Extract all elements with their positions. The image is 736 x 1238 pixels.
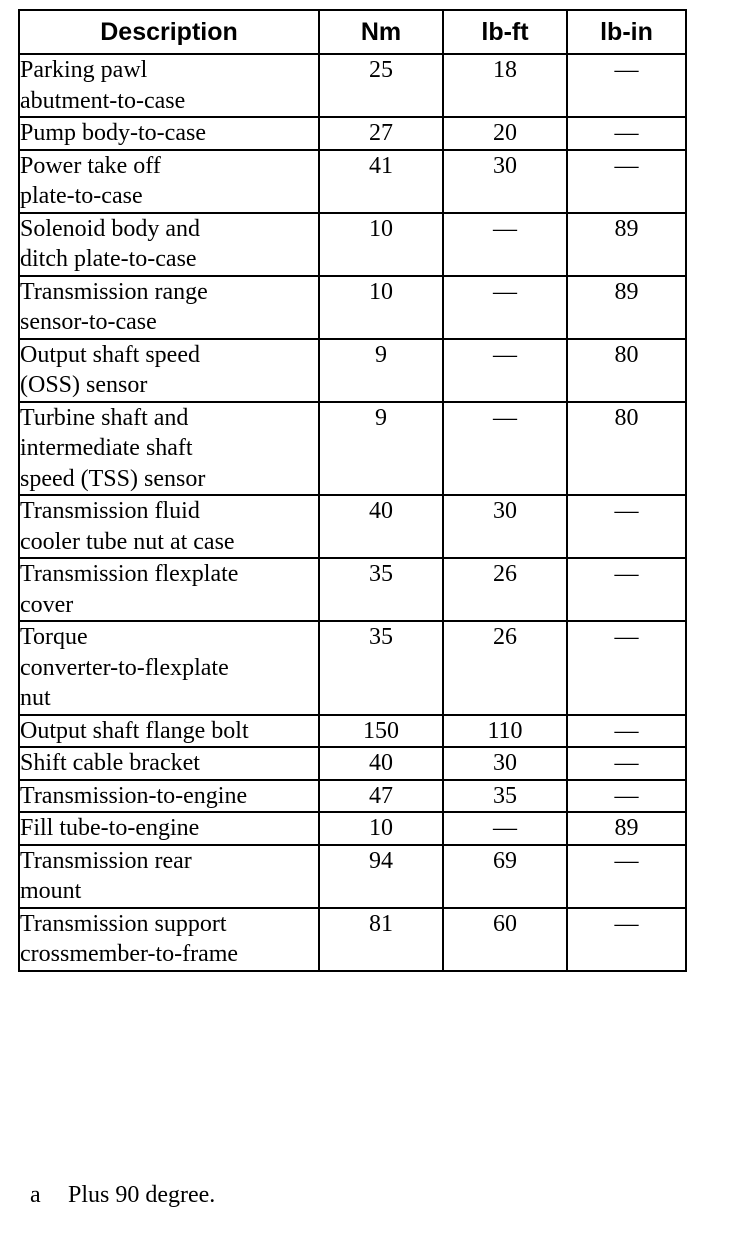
table-row <box>19 747 686 780</box>
cell-description: Solenoid body and ditch plate-to-case <box>19 213 319 276</box>
cell-nm: 94 <box>319 845 443 908</box>
cell-nm: 25 <box>319 54 443 117</box>
cell-description: Fill tube-to-engine <box>19 812 319 845</box>
cell-lb-ft: 30 <box>443 747 567 780</box>
cell-lb-ft: 60 <box>443 908 567 971</box>
header-lb-ft: lb-ft <box>443 10 567 54</box>
cell-description: Transmission rear mount <box>19 845 319 908</box>
cell-nm: 41 <box>319 150 443 213</box>
table-row <box>19 117 686 150</box>
cell-nm: 40 <box>319 747 443 780</box>
cell-lb-in: — <box>567 780 686 813</box>
cell-description: Transmission-to-engine <box>19 780 319 813</box>
cell-lb-in: — <box>567 621 686 715</box>
cell-lb-in: — <box>567 150 686 213</box>
table-row <box>19 780 686 813</box>
cell-nm: 10 <box>319 213 443 276</box>
cell-lb-in: 80 <box>567 402 686 496</box>
table-row <box>19 812 686 845</box>
cell-description: Torque converter-to-flexplate nut <box>19 621 319 715</box>
cell-description: Shift cable bracket <box>19 747 319 780</box>
cell-lb-in: — <box>567 558 686 621</box>
cell-description: Power take off plate-to-case <box>19 150 319 213</box>
cell-lb-ft: 20 <box>443 117 567 150</box>
cell-lb-in: 89 <box>567 276 686 339</box>
table-row <box>19 845 686 908</box>
cell-lb-ft: — <box>443 402 567 496</box>
table-row <box>19 150 686 213</box>
cell-nm: 35 <box>319 621 443 715</box>
table-row <box>19 558 686 621</box>
cell-lb-in: — <box>567 747 686 780</box>
torque-spec-table <box>18 9 687 972</box>
cell-nm: 10 <box>319 812 443 845</box>
cell-lb-ft: 26 <box>443 621 567 715</box>
cell-description: Output shaft speed (OSS) sensor <box>19 339 319 402</box>
header-description: Description <box>19 10 319 54</box>
table-row <box>19 402 686 496</box>
table-header-row <box>19 10 686 54</box>
cell-lb-ft: 30 <box>443 495 567 558</box>
cell-lb-in: 80 <box>567 339 686 402</box>
cell-lb-ft: 26 <box>443 558 567 621</box>
cell-nm: 47 <box>319 780 443 813</box>
cell-description: Parking pawl abutment-to-case <box>19 54 319 117</box>
cell-lb-in: 89 <box>567 812 686 845</box>
cell-lb-in: — <box>567 845 686 908</box>
table-row <box>19 715 686 748</box>
cell-description: Transmission flexplate cover <box>19 558 319 621</box>
cell-description: Transmission range sensor-to-case <box>19 276 319 339</box>
cell-nm: 9 <box>319 339 443 402</box>
header-lb-in: lb-in <box>567 10 686 54</box>
table-row <box>19 213 686 276</box>
cell-description: Turbine shaft and intermediate shaft speed (TSS) sensor <box>19 402 319 496</box>
table-row <box>19 276 686 339</box>
cell-description: Transmission fluid cooler tube nut at case <box>19 495 319 558</box>
cell-lb-ft: 30 <box>443 150 567 213</box>
footnote-text: Plus 90 degree. <box>68 1182 216 1208</box>
table-row <box>19 339 686 402</box>
cell-lb-ft: — <box>443 812 567 845</box>
cell-description: Transmission support crossmember-to-frame <box>19 908 319 971</box>
cell-lb-ft: 110 <box>443 715 567 748</box>
cell-lb-in: 89 <box>567 213 686 276</box>
cell-lb-in: — <box>567 495 686 558</box>
cell-description: Pump body-to-case <box>19 117 319 150</box>
cell-lb-ft: 18 <box>443 54 567 117</box>
table-row <box>19 908 686 971</box>
cell-lb-in: — <box>567 908 686 971</box>
cell-nm: 40 <box>319 495 443 558</box>
table-row <box>19 54 686 117</box>
cell-lb-ft: — <box>443 339 567 402</box>
cell-lb-ft: — <box>443 276 567 339</box>
footnote <box>30 1182 215 1209</box>
cell-nm: 10 <box>319 276 443 339</box>
cell-nm: 9 <box>319 402 443 496</box>
cell-lb-ft: — <box>443 213 567 276</box>
cell-lb-in: — <box>567 54 686 117</box>
cell-nm: 35 <box>319 558 443 621</box>
cell-description: Output shaft flange bolt <box>19 715 319 748</box>
cell-lb-ft: 35 <box>443 780 567 813</box>
cell-nm: 81 <box>319 908 443 971</box>
table-row <box>19 621 686 715</box>
header-nm: Nm <box>319 10 443 54</box>
cell-lb-ft: 69 <box>443 845 567 908</box>
cell-lb-in: — <box>567 715 686 748</box>
cell-nm: 150 <box>319 715 443 748</box>
cell-nm: 27 <box>319 117 443 150</box>
footnote-marker: a <box>30 1182 41 1208</box>
table-row <box>19 495 686 558</box>
cell-lb-in: — <box>567 117 686 150</box>
